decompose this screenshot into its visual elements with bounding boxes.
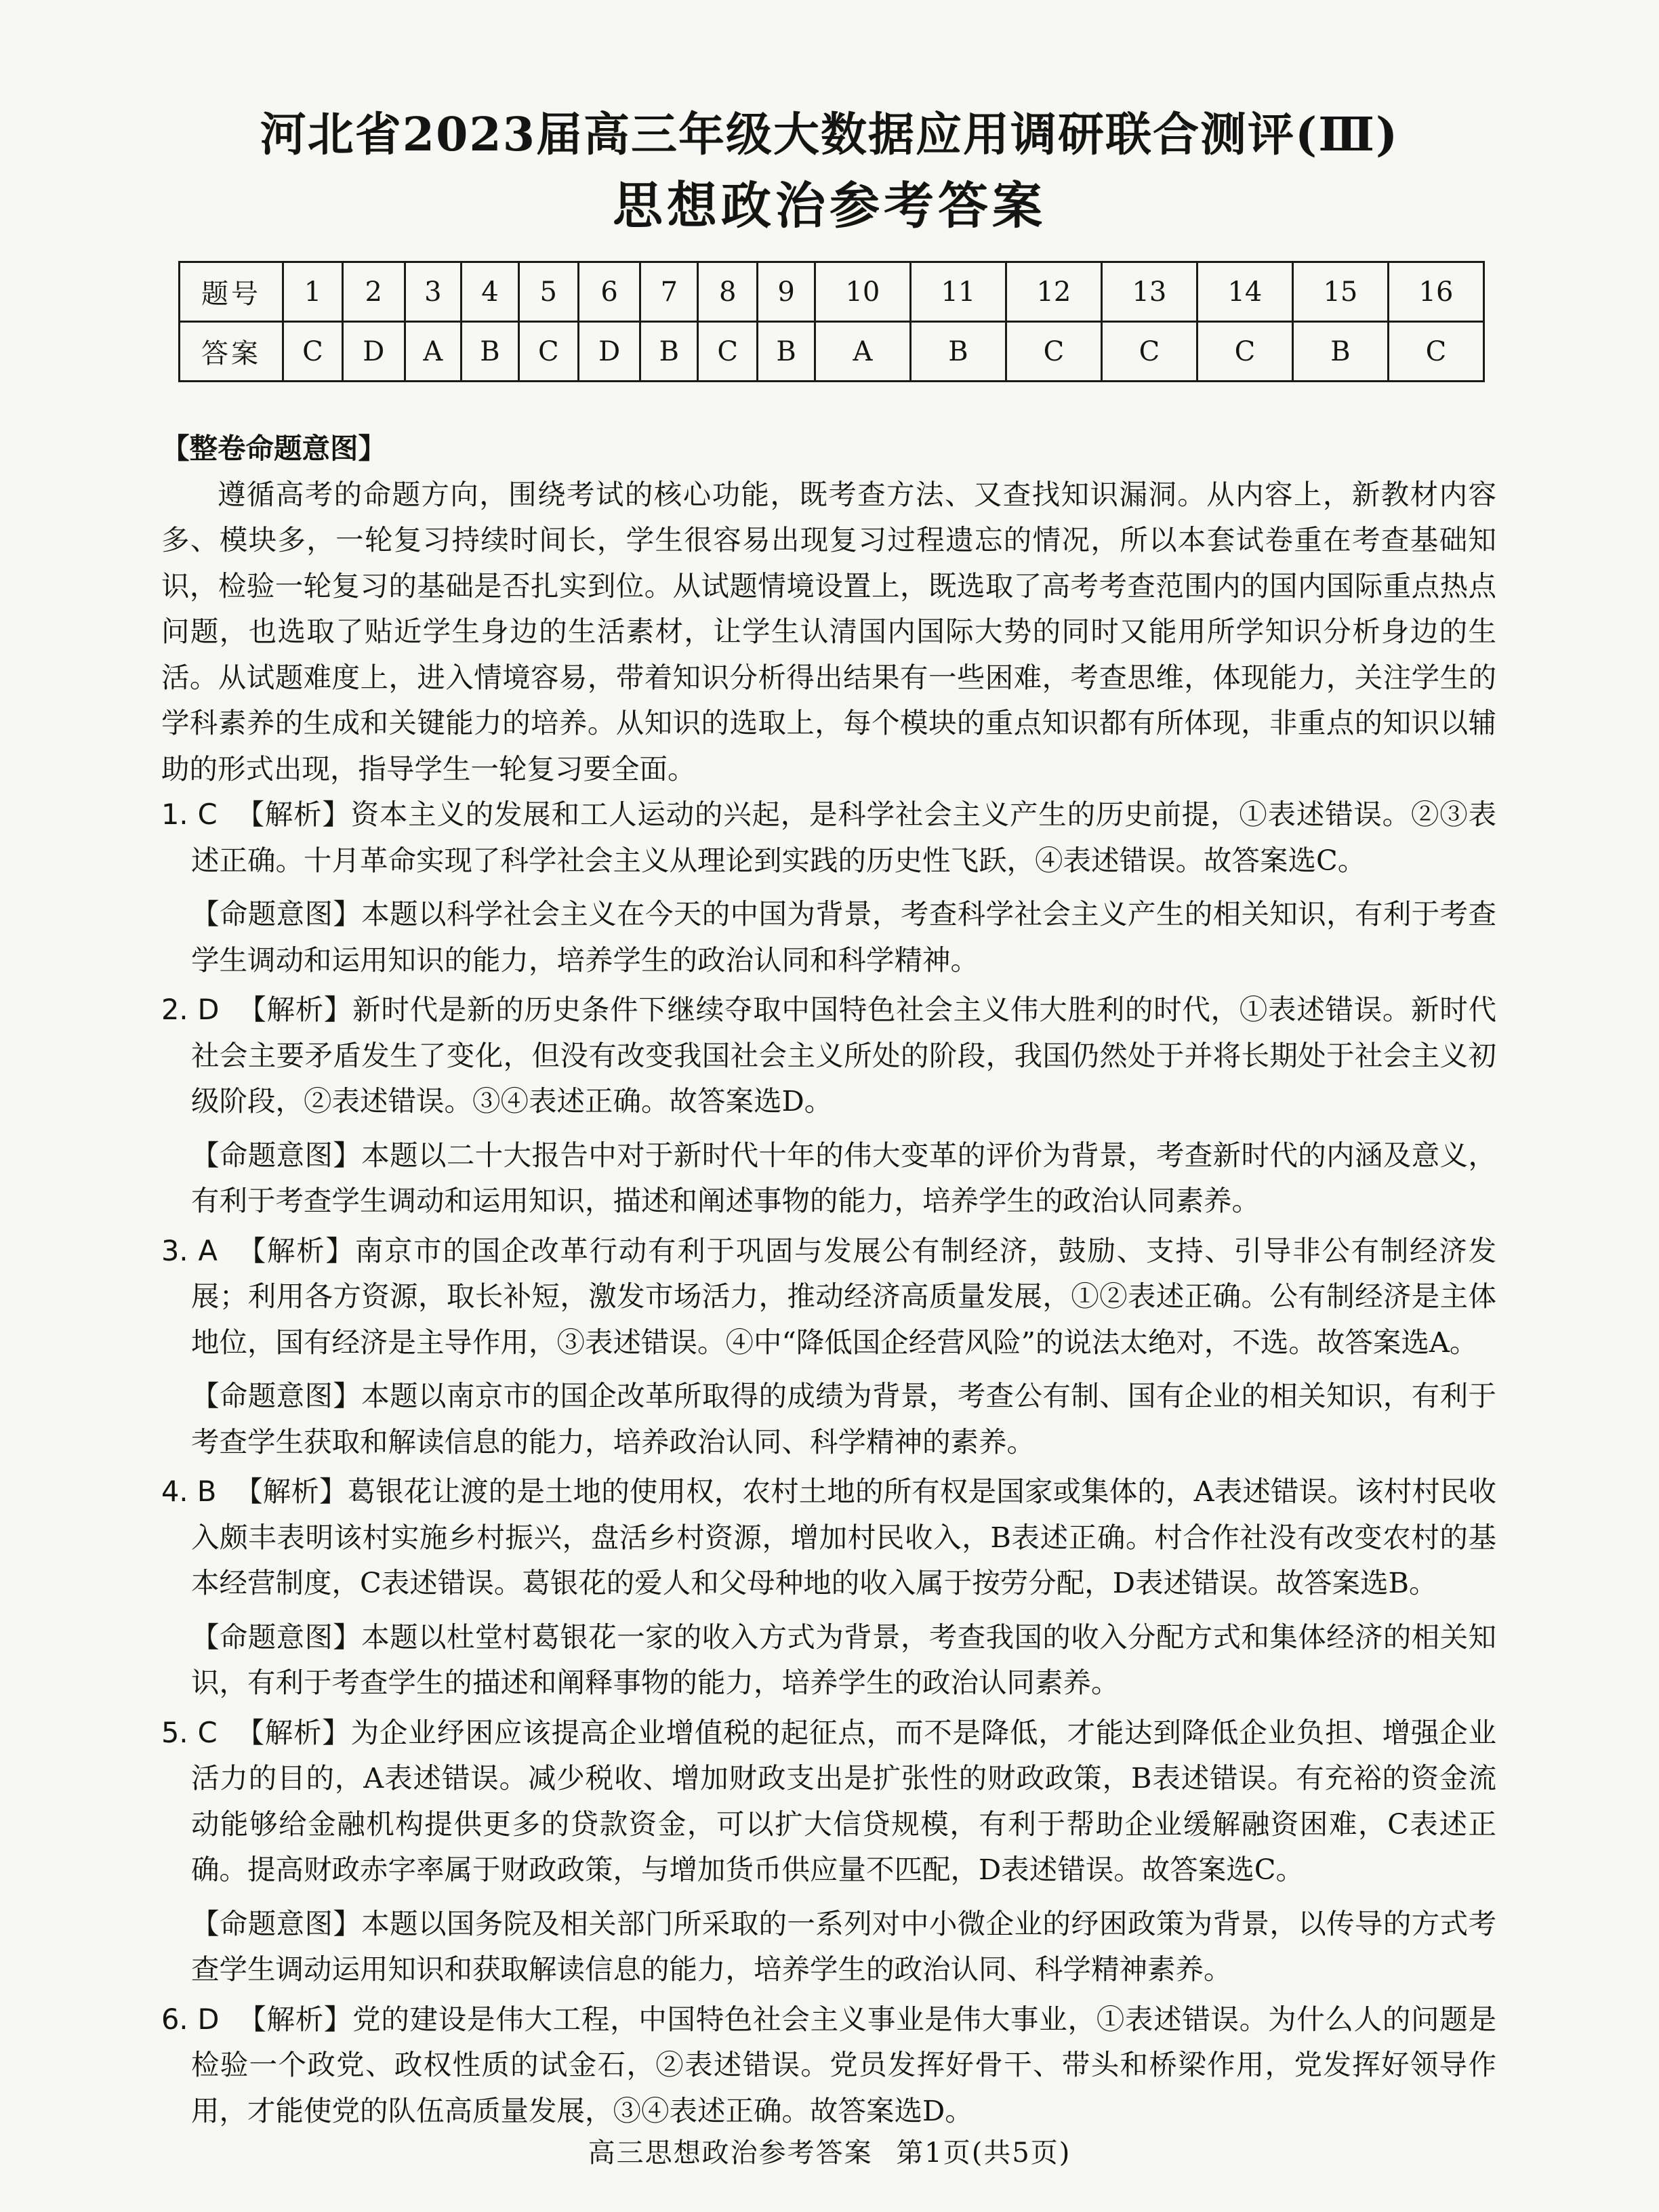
document-subtitle: 思想政治参考答案 <box>613 177 1046 235</box>
analysis-paragraph <box>161 1710 1496 1893</box>
question-number: 9 <box>758 262 815 322</box>
question-label: 2. D <box>161 993 220 1026</box>
question-label: 1. C <box>161 798 218 831</box>
analysis-text: 【解析】葛银花让渡的是土地的使用权，农村土地的所有权是国家或集体的，A表述错误。该村村民收入颇丰表明该村实施乡村振兴，盘活乡村资源，增加村民收入，B表述正确。村合作社没有改变农村的基本经营制度，C表述错误。葛银花的爱人和父母种地的收入属于按劳分配，D表述错误。故答案选B。 <box>191 1475 1496 1599</box>
answer-cell: B <box>640 322 698 382</box>
question-number: 5 <box>518 262 578 322</box>
explanation-item-2 <box>161 987 1496 1224</box>
answer-cell: C <box>1006 322 1101 382</box>
intent-paragraph: 遵循高考的命题方向，围绕考试的核心功能，既考查方法、又查找知识漏洞。从内容上，新教材内容多、模块多，一轮复习持续时间长，学生很容易出现复习过程遗忘的情况，所以本套试卷重在考查基础知识，检验一轮复习的基础是否扎实到位。从试题情境设置上，既选取了高考考查范围内的国内国际重点热点问题，也选取了贴近学生身边的生活素材，让学生认清国内国际大势的同时又能用所学知识分析身边的生活。从试题难度上，进入情境容易，带着知识分析得出结果有一些困难，考查思维，体现能力，关注学生的学科素养的生成和关键能力的培养。从知识的选取上，每个模块的重点知识都有所体现，非重点的知识以辅助的形式出现，指导学生一轮复习要全面。 <box>161 477 1496 785</box>
intent-text: 【命题意图】本题以国务院及相关部门所采取的一系列对中小微企业的纾困政策为背景，以传导的方式考查学生调动运用知识和获取解读信息的能力，培养学生的政治认同、科学精神素养。 <box>191 1906 1496 1986</box>
explanation-item-3 <box>161 1228 1496 1465</box>
intent-text: 【命题意图】本题以二十大报告中对于新时代十年的伟大变革的评价为背景，考查新时代的内涵及意义，有利于考查学生调动和运用知识，描述和阐述事物的能力，培养学生的政治认同素养。 <box>191 1138 1496 1217</box>
row-label-question-number: 题号 <box>180 262 283 322</box>
page-footer <box>0 2131 1659 2170</box>
analysis-text: 【解析】资本主义的发展和工人运动的兴起，是科学社会主义产生的历史前提，①表述错误。②③表述正确。十月革命实现了科学社会主义从理论到实践的历史性飞跃，④表述错误。故答案选C。 <box>191 798 1496 877</box>
intent-text: 【命题意图】本题以南京市的国企改革所取得的成绩为背景，考查公有制、国有企业的相关知识，有利于考查学生获取和解读信息的能力，培养政治认同、科学精神的素养。 <box>191 1379 1496 1458</box>
question-number: 4 <box>462 262 519 322</box>
question-label: 4. B <box>161 1475 217 1508</box>
answer-cell: C <box>518 322 578 382</box>
question-number: 14 <box>1197 262 1292 322</box>
answer-cell: B <box>910 322 1006 382</box>
answer-cell: B <box>462 322 519 382</box>
explanation-item-6 <box>161 1996 1496 2134</box>
question-label: 3. A <box>161 1233 218 1267</box>
question-number: 8 <box>698 262 758 322</box>
question-number: 1 <box>283 262 343 322</box>
question-number: 13 <box>1101 262 1197 322</box>
intent-text: 【命题意图】本题以杜堂村葛银花一家的收入方式为背景，考查我国的收入分配方式和集体经济的相关知识，有利于考查学生的描述和阐释事物的能力，培养学生的政治认同素养。 <box>191 1620 1496 1699</box>
question-number: 3 <box>405 262 461 322</box>
intent-heading: 【整卷命题意图】 <box>161 432 387 465</box>
answer-cell: C <box>1101 322 1197 382</box>
analysis-text: 【解析】南京市的国企改革行动有利于巩固与发展公有制经济，鼓励、支持、引导非公有制经济发展；利用各方资源，取长补短，激发市场活力，推动经济高质量发展，①②表述正确。公有制经济是主体地位，国有经济是主导作用，③表述错误。④中“降低国企经营风险”的说法太绝对，不选。故答案选A。 <box>191 1233 1496 1359</box>
answer-cell: C <box>1388 322 1483 382</box>
question-number: 16 <box>1388 262 1483 322</box>
explanation-item-1 <box>161 792 1496 983</box>
question-number: 12 <box>1006 262 1101 322</box>
analysis-paragraph <box>161 1996 1496 2134</box>
answer-cell: B <box>758 322 815 382</box>
question-number: 15 <box>1292 262 1388 322</box>
answer-cell: D <box>342 322 405 382</box>
analysis-text: 【解析】为企业纾困应该提高企业增值税的起征点，而不是降低，才能达到降低企业负担、增强企业活力的目的，A表述错误。减少税收、增加财政支出是扩张性的财政政策，B表述错误。有充裕的资金流动能够给金融机构提供更多的贷款资金，可以扩大信贷规模，有利于帮助企业缓解融资困难，C表述正确。提高财政赤字率属于财政政策，与增加货币供应量不匹配，D表述错误。故答案选C。 <box>191 1715 1496 1886</box>
analysis-paragraph <box>161 987 1496 1124</box>
question-number-row <box>180 262 1484 322</box>
answer-explanations <box>161 426 1496 2133</box>
question-label: 6. D <box>161 2002 220 2036</box>
answer-cell: D <box>578 322 640 382</box>
row-label-answer: 答案 <box>180 322 283 382</box>
question-number: 11 <box>910 262 1006 322</box>
question-number: 2 <box>342 262 405 322</box>
analysis-text: 【解析】新时代是新的历史条件下继续夺取中国特色社会主义伟大胜利的时代，①表述错误。新时代社会主要矛盾发生了变化，但没有改变我国社会主义所处的阶段，我国仍然处于并将长期处于社会主义初级阶段，②表述错误。③④表述正确。故答案选D。 <box>191 993 1496 1118</box>
explanation-item-4 <box>161 1469 1496 1706</box>
analysis-paragraph <box>161 1469 1496 1606</box>
question-number: 6 <box>578 262 640 322</box>
answer-cell: C <box>698 322 758 382</box>
analysis-text: 【解析】党的建设是伟大工程，中国特色社会主义事业是伟大事业，①表述错误。为什么人的问题是检验一个政党、政权性质的试金石，②表述错误。党员发挥好骨干、带头和桥梁作用，党发挥好领导作用，才能使党的队伍高质量发展，③④表述正确。故答案选D。 <box>191 2002 1496 2127</box>
analysis-paragraph <box>161 1228 1496 1366</box>
answer-row <box>180 322 1484 382</box>
answer-table <box>178 261 1485 382</box>
document-title: 河北省2023届高三年级大数据应用调研联合测评(Ⅲ) <box>260 108 1399 162</box>
intent-text: 【命题意图】本题以科学社会主义在今天的中国为背景，考查科学社会主义产生的相关知识，有利于考查学生调动和运用知识的能力，培养学生的政治认同和科学精神。 <box>191 897 1496 977</box>
analysis-paragraph <box>161 792 1496 883</box>
question-number: 7 <box>640 262 698 322</box>
answer-cell: C <box>1197 322 1292 382</box>
footer-doc-name: 高三思想政治参考答案 <box>588 2137 873 2169</box>
answer-cell: A <box>405 322 461 382</box>
question-label: 5. C <box>161 1715 218 1749</box>
answer-cell: B <box>1292 322 1388 382</box>
explanation-item-5 <box>161 1710 1496 1992</box>
answer-cell: A <box>815 322 910 382</box>
question-number: 10 <box>815 262 910 322</box>
footer-page-info: 第1页(共5页) <box>896 2137 1071 2169</box>
answer-cell: C <box>283 322 343 382</box>
